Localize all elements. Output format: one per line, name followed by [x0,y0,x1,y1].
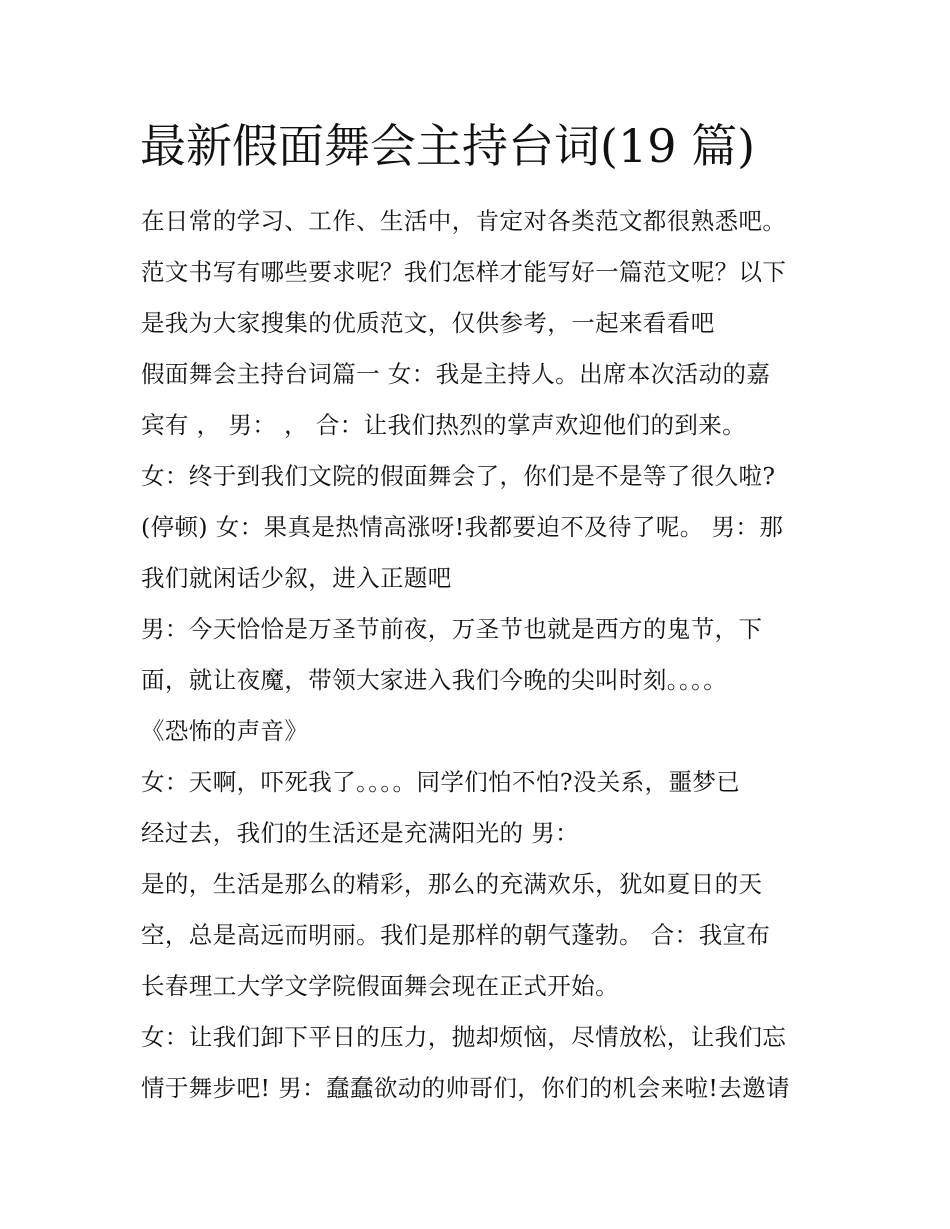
body-line-6: 女：终于到我们文院的假面舞会了，你们是不是等了很久啦? [141,462,776,490]
body-line-11: 《恐怖的声音》 [141,717,309,745]
document-body [141,196,841,1114]
body-line-13: 经过去，我们的生活还是充满阳光的 男： [141,819,580,847]
body-line-16: 长春理工大学文学院假面舞会现在正式开始。 [141,972,619,1000]
body-line-4: 假面舞会主持台词篇一 女：我是主持人。出席本次活动的嘉 [141,360,771,388]
body-line-17: 女：让我们卸下平日的压力，抛却烦恼，尽情放松，让我们忘 [141,1023,787,1051]
body-line-3: 是我为大家搜集的优质范文，仅供参考，一起来看看吧 [141,309,715,337]
body-line-15: 空，总是高远而明丽。我们是那样的朝气蓬勃。 合：我宣布 [141,921,771,949]
body-line-7: (停顿) 女：果真是热情高涨呀!我都要迫不及待了呢。 男：那 [141,513,784,541]
body-line-14: 是的，生活是那么的精彩，那么的充满欢乐，犹如夏日的天 [141,870,763,898]
body-line-18: 情于舞步吧! 男：蠢蠢欲动的帅哥们，你们的机会来啦!去邀请 [141,1074,790,1102]
body-line-12: 女：天啊，吓死我了。。。。同学们怕不怕?没关系，噩梦已 [141,768,741,796]
body-line-9: 男：今天恰恰是万圣节前夜，万圣节也就是西方的鬼节，下 [141,615,763,643]
body-line-2: 范文书写有哪些要求呢？我们怎样才能写好一篇范文呢？以下 [141,258,787,286]
body-line-8: 我们就闲话少叙，进入正题吧 [141,564,452,592]
document-title: 最新假面舞会主持台词(19 篇) [140,119,756,173]
body-line-10: 面，就让夜魔，带领大家进入我们今晚的尖叫时刻。。。。 [141,666,728,694]
body-line-1: 在日常的学习、工作、生活中，肯定对各类范文都很熟悉吧。 [141,207,787,235]
body-line-5: 宾有 ， 男： ， 合：让我们热烈的掌声欢迎他们的到来。 [141,411,747,439]
